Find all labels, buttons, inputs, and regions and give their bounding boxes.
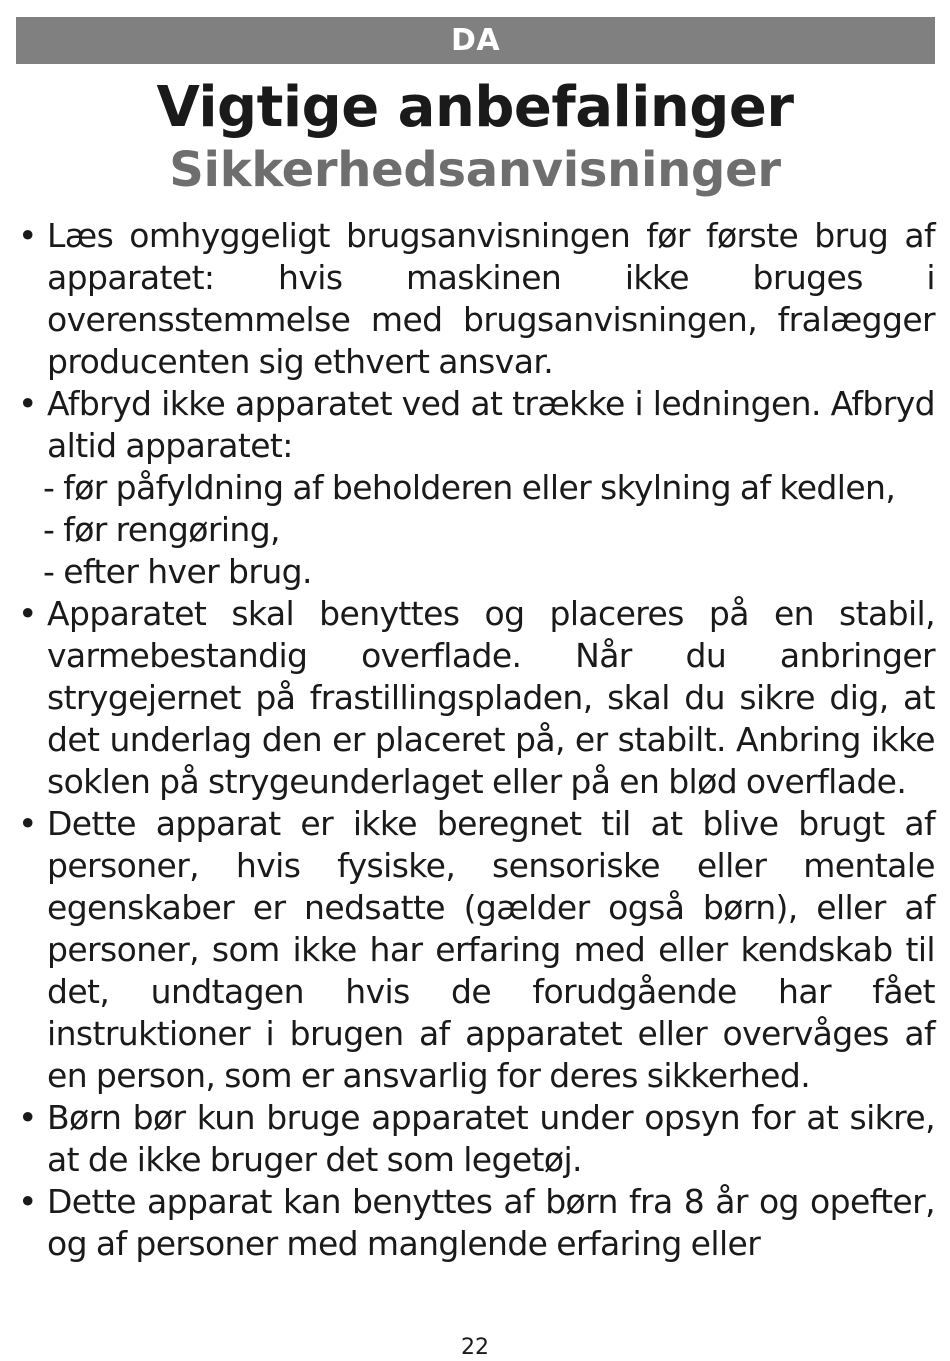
- bullet-icon: •: [18, 594, 37, 633]
- sub-list-item: - før påfyldning af beholderen eller skylning af kedlen,: [43, 468, 896, 507]
- list-item: [16, 593, 935, 803]
- bullet-icon: •: [18, 384, 37, 423]
- bullet-icon: •: [18, 1098, 37, 1137]
- list-item-text: Afbryd ikke apparatet ved at trække i ledningen. Afbryd altid apparatet:: [47, 384, 935, 465]
- list-item-text: Apparatet skal benyttes og placeres på en stabil, varmebestandig overflade. Når du anbringer strygejernet på frastillingspladen, skal du sikre dig, at det underlag den er placeret på, er stabilt. Anbring ikke soklen på strygeunderlaget eller på en blød overflade.: [47, 594, 935, 801]
- list-item-text: Dette apparat kan benyttes af børn fra 8 år og opefter, og af personer med manglende erfaring eller: [47, 1182, 935, 1263]
- sub-list-item: - før rengøring,: [43, 510, 280, 549]
- bullet-icon: •: [18, 1182, 37, 1221]
- list-item: [16, 215, 935, 383]
- list-item: [16, 1181, 935, 1265]
- bullet-icon: •: [18, 804, 37, 843]
- list-item: [16, 803, 935, 1097]
- page-subtitle: Sikkerhedsanvisninger: [169, 142, 781, 198]
- language-header-bar: [16, 17, 935, 64]
- list-item: [16, 1097, 935, 1181]
- language-code: DA: [450, 23, 501, 58]
- bullet-icon: •: [18, 216, 37, 255]
- page-title: Vigtige anbefalinger: [156, 75, 794, 140]
- safety-instructions-list: [16, 215, 935, 1265]
- sub-list-item: - efter hver brug.: [43, 552, 312, 591]
- list-item-text: Læs omhyggeligt brugsanvisningen før første brug af apparatet: hvis maskinen ikke bruges i overensstemmelse med brugsanvisningen, fralægger producenten sig ethvert ansvar.: [47, 216, 935, 381]
- list-item-text: Børn bør kun bruge apparatet under opsyn for at sikre, at de ikke bruger det som legetøj.: [47, 1098, 935, 1179]
- list-item: [16, 383, 935, 593]
- list-item-text: Dette apparat er ikke beregnet til at blive brugt af personer, hvis fysiske, sensoriske eller mentale egenskaber er nedsatte (gælder også børn), eller af personer, som ikke har erfaring med eller kendskab til det, undtagen hvis de forudgående har fået instruktioner i brugen af apparatet eller overvåges af en person, som er ansvarlig for deres sikkerhed.: [47, 804, 935, 1095]
- page-number: 22: [461, 1335, 489, 1360]
